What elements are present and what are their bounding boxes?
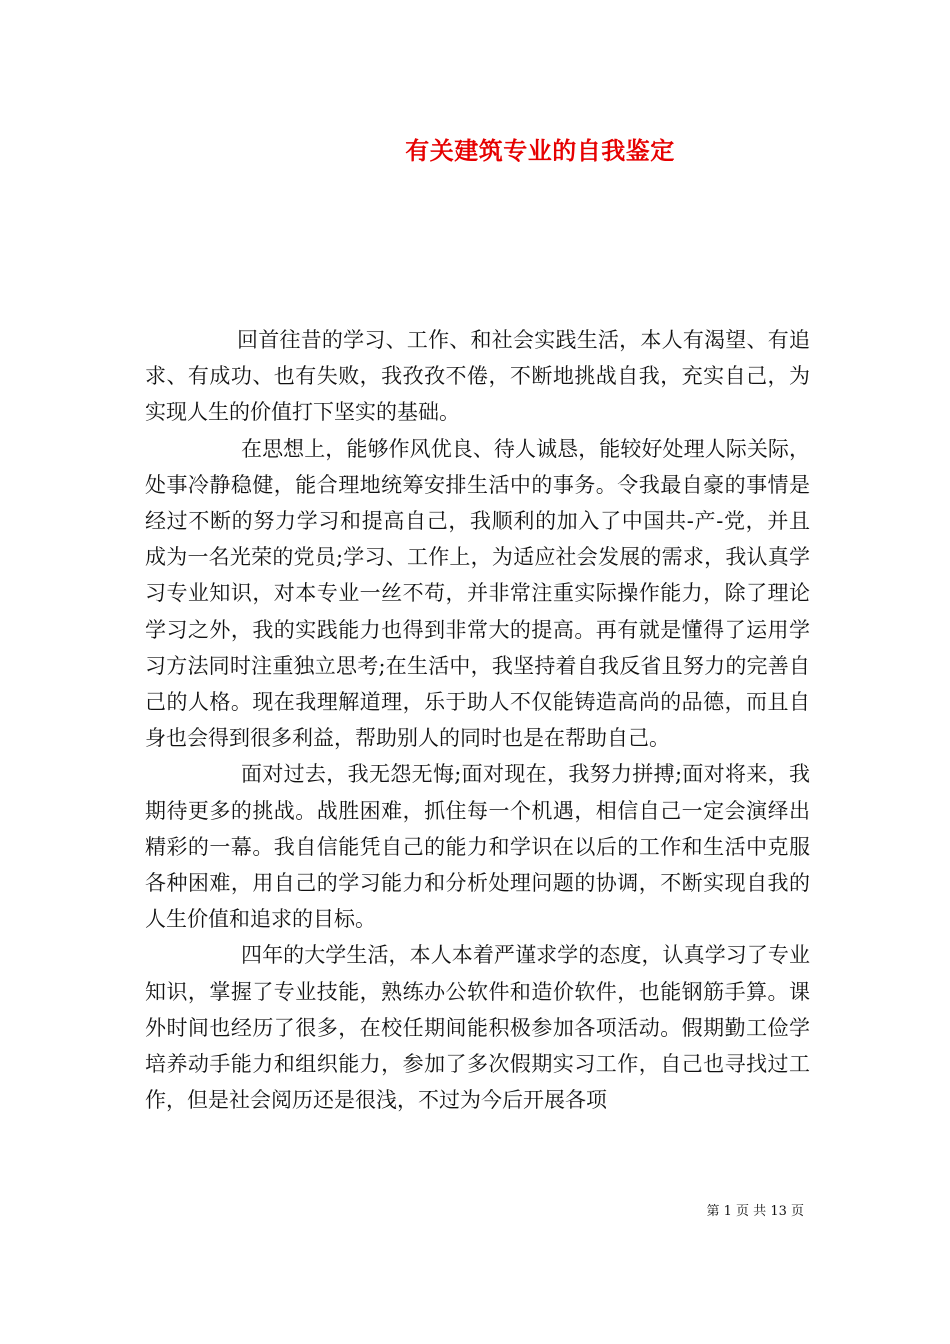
paragraph-4: 四年的大学生活，本人本着严谨求学的态度，认真学习了专业知识，掌握了专业技能，熟练办公软件和造价软件，也能钢筋手算。课外时间也经历了很多，在校任期间能积极参加各项活动。假期勤工俭学培养动手能力和组织能力，参加了多次假期实习工作，自己也寻找过工作，但是社会阅历还是很浅，不过为今后开展各项	[145, 943, 810, 1113]
paragraph-2: 在思想上，能够作风优良、待人诚恳，能较好处理人际关际，处事冷静稳健，能合理地统筹安排生活中的事务。令我最自豪的事情是经过不断的努力学习和提高自己，我顺利的加入了中国共-产-党，并且成为一名光荣的党员;学习、工作上，为适应社会发展的需求，我认真学习专业知识，对本专业一丝不苟，并非常注重实际操作能力，除了理论学习之外，我的实践能力也得到非常大的提高。再有就是懂得了运用学习方法同时注重独立思考;在生活中，我坚持着自我反省且努力的完善自己的人格。现在我理解道理，乐于助人不仅能铸造高尚的品德，而且自身也会得到很多利益，帮助别人的同时也是在帮助自己。	[145, 436, 810, 751]
paragraph-3: 面对过去，我无怨无悔;面对现在，我努力拼搏;面对将来，我期待更多的挑战。战胜困难，抓住每一个机遇，相信自己一定会演绎出精彩的一幕。我自信能凭自己的能力和学识在以后的工作和生活中克服各种困难，用自己的学习能力和分析处理问题的协调，不断实现自我的人生价值和追求的目标。	[145, 762, 810, 932]
page-number-footer: 第 1 页 共 13 页	[706, 1204, 804, 1219]
paragraph-1: 回首往昔的学习、工作、和社会实践生活，本人有渴望、有追求、有成功、也有失败，我孜孜不倦，不断地挑战自我，充实自己，为实现人生的价值打下坚实的基础。	[145, 328, 810, 425]
document-body	[145, 322, 810, 1118]
document-title: 有关建筑专业的自我鉴定	[405, 136, 675, 165]
